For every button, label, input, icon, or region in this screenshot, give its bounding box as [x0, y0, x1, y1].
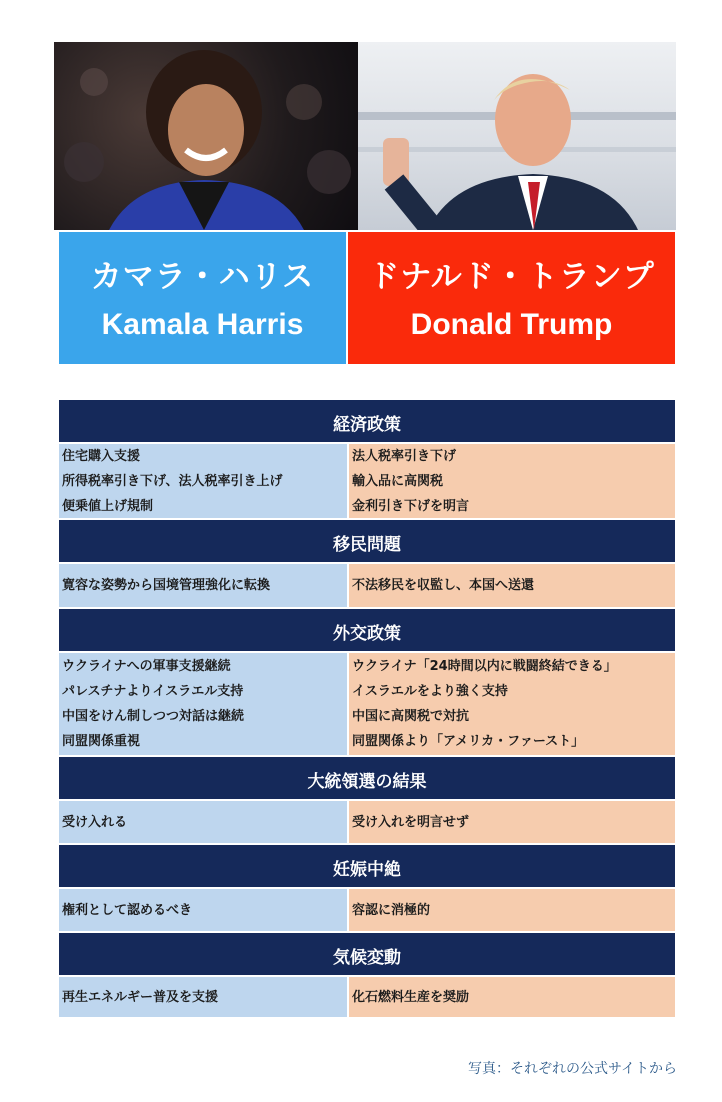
harris-policy-line: 所得税率引き下げ、法人税率引き上げ — [62, 473, 283, 489]
trump-policy-line: 化石燃料生産を奨励 — [352, 989, 470, 1005]
trump-cell — [347, 801, 675, 843]
trump-cell — [347, 977, 675, 1017]
section-body-election-result — [59, 801, 675, 845]
harris-photo — [54, 42, 358, 230]
candidate-photos — [54, 42, 676, 230]
harris-cell — [59, 801, 347, 843]
harris-policy-line: 再生エネルギー普及を支援 — [62, 989, 219, 1005]
trump-cell — [347, 889, 675, 931]
harris-policy-line: 受け入れる — [62, 814, 128, 830]
trump-cell — [347, 444, 675, 518]
harris-cell — [59, 889, 347, 931]
photo-credit-caption: 写真：それぞれの公式サイトから — [467, 1061, 677, 1077]
harris-policy-line: 同盟関係重視 — [62, 734, 141, 749]
candidate-name-row — [59, 232, 675, 364]
trump-policy-line: 受け入れを明言せず — [352, 814, 470, 830]
trump-policy-line: 輸入品に高関税 — [352, 473, 444, 489]
section-header-immigration: 移民問題 — [59, 520, 675, 564]
harris-name-box — [59, 232, 346, 364]
section-body-climate — [59, 977, 675, 1017]
trump-name-en: Donald Trump — [410, 308, 613, 341]
section-body-abortion — [59, 889, 675, 933]
harris-policy-line: ウクライナへの軍事支援継続 — [62, 659, 231, 674]
section-body-economy — [59, 444, 675, 520]
trump-policy-line: ウクライナ「24時間以内に戦闘終結できる」 — [352, 659, 617, 674]
harris-policy-line: 寛容な姿勢から国境管理強化に転換 — [62, 578, 271, 593]
section-body-foreign-policy — [59, 653, 675, 757]
harris-cell — [59, 977, 347, 1017]
policy-comparison-table — [59, 400, 675, 1017]
harris-cell — [59, 564, 347, 607]
section-header-foreign-policy: 外交政策 — [59, 609, 675, 653]
section-header-election-result: 大統領選の結果 — [59, 757, 675, 801]
harris-name-jp: カマラ・ハリス — [90, 259, 315, 295]
harris-name-en: Kamala Harris — [101, 308, 304, 341]
trump-policy-line: 中国に高関税で対抗 — [352, 709, 470, 724]
harris-cell — [59, 444, 347, 518]
section-header-climate: 気候変動 — [59, 933, 675, 977]
trump-policy-line: イスラエルをより強く支持 — [352, 684, 508, 699]
trump-photo-illustration — [358, 42, 676, 230]
harris-policy-line: 便乗値上げ規制 — [62, 498, 154, 514]
harris-policy-line: 権利として認めるべき — [62, 902, 193, 918]
harris-policy-line: 中国をけん制しつつ対話は継続 — [62, 709, 245, 724]
section-header-abortion: 妊娠中絶 — [59, 845, 675, 889]
trump-name-jp: ドナルド・トランプ — [368, 259, 655, 295]
harris-policy-line: 住宅購入支援 — [62, 448, 141, 464]
trump-cell — [347, 653, 675, 755]
section-header-economy: 経済政策 — [59, 400, 675, 444]
trump-cell — [347, 564, 675, 607]
harris-policy-line: パレスチナよりイスラエル支持 — [62, 684, 244, 699]
trump-name-box — [348, 232, 675, 364]
trump-policy-line: 法人税率引き下げ — [352, 448, 457, 464]
trump-policy-line: 同盟関係より「アメリカ・ファースト」 — [352, 734, 585, 749]
section-body-immigration — [59, 564, 675, 609]
harris-cell — [59, 653, 347, 755]
trump-policy-line: 容認に消極的 — [352, 902, 431, 918]
harris-photo-illustration — [54, 42, 358, 230]
trump-policy-line: 不法移民を収監し、本国へ送還 — [352, 578, 535, 593]
trump-policy-line: 金利引き下げを明言 — [352, 498, 470, 514]
trump-photo — [358, 42, 676, 230]
